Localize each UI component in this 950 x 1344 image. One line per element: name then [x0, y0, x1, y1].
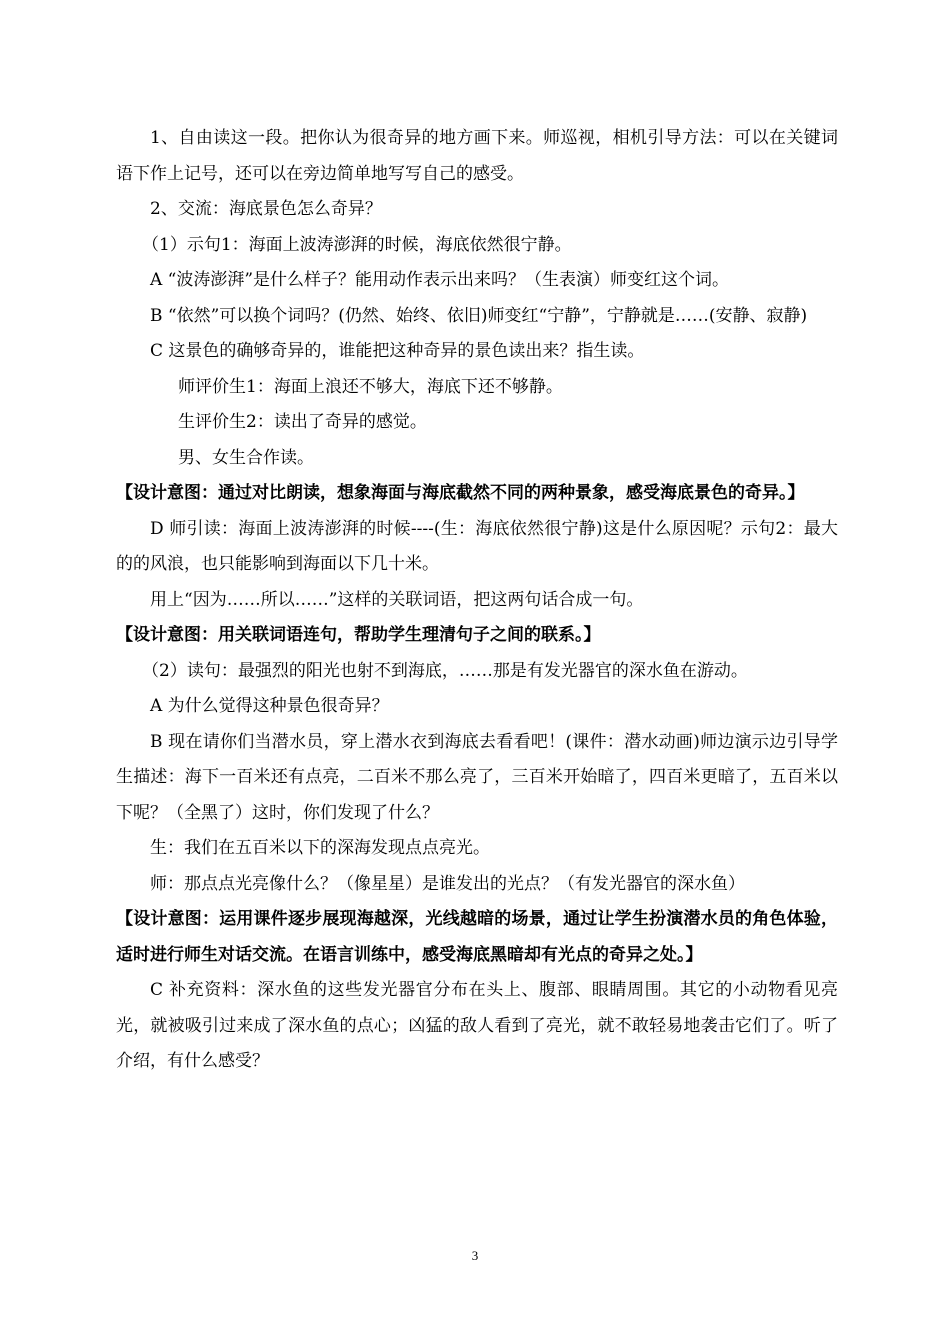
paragraph-example-2: （2）读句：最强烈的阳光也射不到海底，……那是有发光器官的深水鱼在游动。 — [142, 660, 748, 681]
paragraph-step-1: 1、自由读这一段。把你认为很奇异的地方画下来。师巡视，相机引导方法：可以在关键词语下作上记号，还可以在旁边简单地写写自己的感受。 — [116, 128, 838, 184]
design-intent-1: 【设计意图：通过对比朗读，想象海面与海底截然不同的两种景象，感受海底景色的奇异。】 — [116, 483, 805, 503]
paragraph-question-a: A 为什么觉得这种景色很奇异？ — [150, 696, 389, 716]
paragraph-example-1: （1）示句1：海面上波涛澎湃的时候，海底依然很宁静。 — [142, 234, 572, 255]
paragraph-group-reading: 男、女生合作读。 — [178, 447, 314, 468]
paragraph-item-d: D 师引读：海面上波涛澎湃的时候----(生：海底依然很宁静)这是什么原因呢？示句2：最大的的风浪，也只能影响到海面以下几十米。 — [116, 518, 838, 574]
design-intent-3: 【设计意图：运用课件逐步展现海越深，光线越暗的场景，通过让学生扮演潜水员的角色体验，适时进行师生对话交流。在语言训练中，感受海底黑暗却有光点的奇异之处。】 — [116, 909, 838, 965]
paragraph-step-2: 2、交流：海底景色怎么奇异？ — [150, 199, 382, 219]
paragraph-item-a: A “波涛澎湃”是什么样子？能用动作表示出来吗？（生表演）师变红这个词。 — [150, 270, 730, 290]
paragraph-student-answer: 生：我们在五百米以下的深海发现点点亮光。 — [150, 838, 490, 858]
paragraph-conjunction-task: 用上“因为……所以……”这样的关联词语，把这两句话合成一句。 — [150, 589, 644, 610]
paragraph-diver-activity: B 现在请你们当潜水员，穿上潜水衣到海底去看看吧！(课件：潜水动画)师边演示边引导学生描述：海下一百米还有点亮，二百米不那么亮了，三百米开始暗了，四百米更暗了，五百米以下呢？（全黑了）这时，你们发现了什么？ — [116, 731, 838, 823]
paragraph-teacher-comment: 师评价生1：海面上浪还不够大，海底下还不够静。 — [178, 376, 563, 397]
paragraph-student-comment: 生评价生2：读出了奇异的感觉。 — [178, 412, 427, 432]
design-intent-2: 【设计意图：用关联词语连句，帮助学生理清句子之间的联系。】 — [116, 625, 601, 645]
paragraph-item-b: B “依然”可以换个词吗？(仍然、始终、依旧)师变红“宁静”，宁静就是……(安静、寂静) — [150, 305, 808, 326]
paragraph-item-c: C 这景色的确够奇异的，谁能把这种奇异的景色读出来？指生读。 — [150, 341, 645, 361]
paragraph-teacher-question: 师：那点点光亮像什么？（像星星）是谁发出的光点？（有发光器官的深水鱼） — [150, 873, 745, 894]
paragraph-supplement: C 补充资料：深水鱼的这些发光器官分布在头上、腹部、眼睛周围。其它的小动物看见亮光，就被吸引过来成了深水鱼的点心；凶猛的敌人看到了亮光，就不敢轻易地袭击它们了。听了介绍，有什么感受？ — [116, 980, 838, 1071]
page-number: 3 — [471, 1248, 479, 1263]
document-body — [116, 121, 838, 1080]
